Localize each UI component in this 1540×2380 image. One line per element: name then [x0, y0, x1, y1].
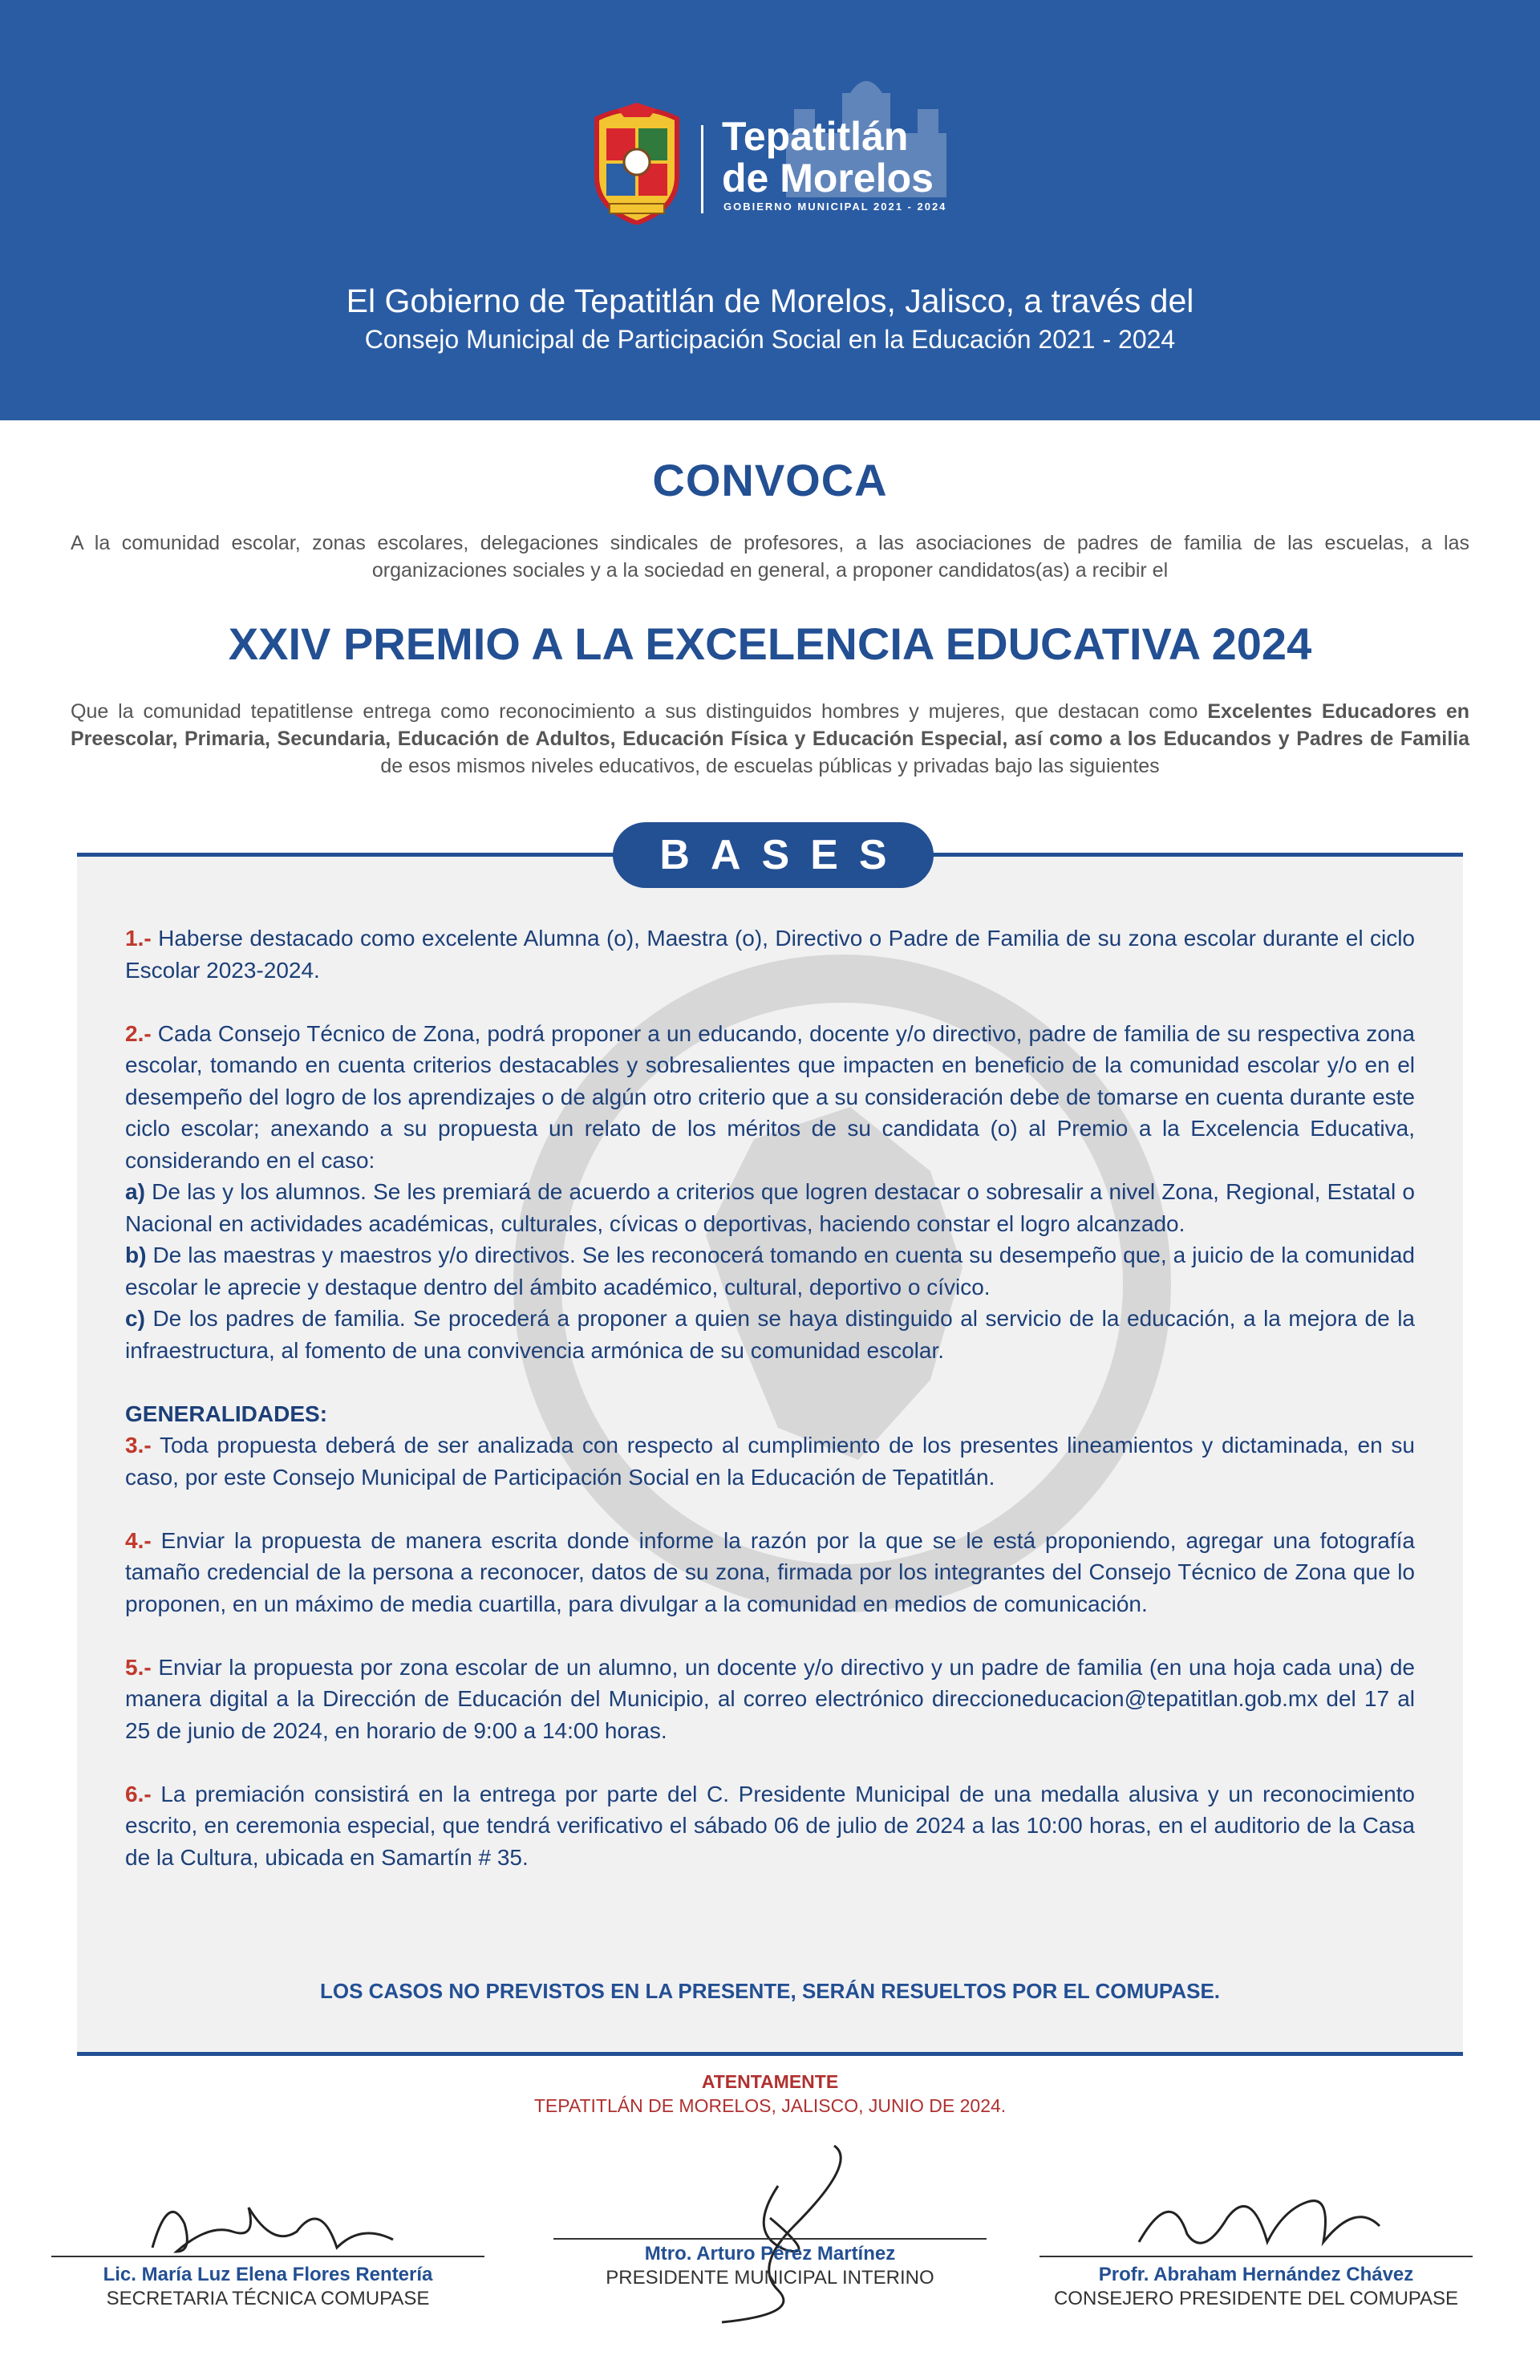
signatory-2-role: PRESIDENTE MUNICIPAL INTERINO	[606, 2267, 934, 2289]
base-item-3: 3.- Toda propuesta deberá de ser analizada con respecto al cumplimiento de los presentes lineamientos y dictaminada, en su caso, por este Consejo Municipal de Participación Social en la Educación de Tepatitlán.	[125, 1433, 1415, 1490]
header-line-2: Consejo Municipal de Participación Social en la Educación 2021 - 2024	[364, 325, 1176, 354]
signatory-3	[1031, 2264, 1481, 2310]
header-banner	[0, 0, 1540, 420]
base-item-2a: a) De las y los alumnos. Se les premiará de acuerdo a criterios que logren destacar o sobresalir a nivel Zona, Regional, Estatal o Nacional en actividades académicas, culturales, cívicas o deportivas, haciendo constar el logro alcanzado.	[125, 1179, 1415, 1236]
signature-line-2	[553, 2238, 987, 2240]
header-line-1: El Gobierno de Tepatitlán de Morelos, Jalisco, a través del	[346, 282, 1194, 319]
date-place: TEPATITLÁN DE MORELOS, JALISCO, JUNIO DE 2024.	[533, 2095, 1007, 2116]
base-item-2b: b) De las maestras y maestros y/o directivos. Se les reconocerá tomando en cuenta su desempeño que, a juicio de la comunidad escolar le aprecie y destaque dentro del ámbito académico, cultural, deportivo o cívico.	[125, 1243, 1415, 1299]
signature-1-icon	[136, 2175, 409, 2264]
signature-3-icon	[1123, 2178, 1388, 2266]
description-paragraph: Que la comunidad tepatitlense entrega como reconocimiento a sus distinguidos hombres y mujeres, que destacan como Excelentes Educadores en Preescolar, Primaria, Secundaria, Educación de Adultos, Educación Física y Educación Especial, así como a los Educandos y Padres de Familia de esos mismos niveles educativos, de escuelas públicas y privadas bajo las siguientes	[71, 700, 1470, 777]
signatory-1	[43, 2264, 492, 2310]
signature-line-3	[1040, 2256, 1473, 2257]
signature-line-1	[51, 2256, 484, 2257]
signatory-1-name: Lic. María Luz Elena Flores Rentería	[103, 2264, 433, 2285]
base-item-5: 5.- Enviar la propuesta por zona escolar de un alumno, un docente y/o directivo y un padre de familia (en una hoja cada una) de manera digital a la Dirección de Educación del Municipio, al correo electrónico direccioneducacion@tepatitlan.gob.mx del 17 al 25 de junio de 2024, en horario de 9:00 a 14:00 horas.	[125, 1654, 1415, 1743]
base-item-6: 6.- La premiación consistirá en la entrega por parte del C. Presidente Municipal de una medalla alusiva y un reconocimiento escrito, en ceremonia especial, que tendrá verificativo el sábado 06 de julio de 2024 a las 10:00 horas, en el auditorio de la Casa de la Cultura, ubicada en Samartín # 35.	[125, 1781, 1415, 1870]
logo-name: Tepatitlán de Morelos	[722, 114, 934, 201]
signature-2-icon	[674, 2130, 882, 2330]
municipal-logo	[586, 101, 962, 229]
base-item-4: 4.- Enviar la propuesta de manera escrita donde informe la razón por la que se le está proponiendo, agregar una fotografía tamaño credencial de la persona a reconocer, datos de su zona, firmada por los integrantes del Consejo Técnico de Zona que lo proponen, en un máximo de media cuartilla, para divulgar a la comunidad en medios de comunicación.	[125, 1527, 1415, 1616]
base-item-1: 1.- Haberse destacado como excelente Alumna (o), Maestra (o), Directivo o Padre de Familia de su zona escolar durante el ciclo Escolar 2023-2024.	[125, 926, 1415, 983]
convoca-heading: CONVOCA	[652, 455, 888, 505]
award-title: XXIV PREMIO A LA EXCELENCIA EDUCATIVA 2024	[228, 618, 1312, 669]
generalidades-heading: GENERALIDADES:	[125, 1401, 328, 1426]
signatory-2-name: Mtro. Arturo Pérez Martínez	[644, 2243, 896, 2264]
casos-note: LOS CASOS NO PREVISTOS EN LA PRESENTE, SERÁN RESUELTOS POR EL COMUPASE.	[319, 1979, 1221, 2003]
base-item-2: 2.- Cada Consejo Técnico de Zona, podrá proponer a un educando, docente y/o directivo, padre de familia de su respectiva zona escolar, tomando en cuenta criterios destacables y sobresalientes que impacten en beneficio de la comunidad escolar y/o en el desempeño del logro de los aprendizajes o de algún otro criterio que a su consideración debe de tomarse en cuenta durante este ciclo escolar; anexando a su propuesta un relato de los méritos de su candidata (o) al Premio a la Excelencia Educativa, considerando en el caso:	[125, 1020, 1415, 1173]
atentamente-label: ATENTAMENTE	[701, 2071, 839, 2092]
logo-subtitle: GOBIERNO MUNICIPAL 2021 - 2024	[723, 201, 947, 213]
intro-paragraph: A la comunidad escolar, zonas escolares, delegaciones sindicales de profesores, a las asociaciones de padres de familia de las escuelas, a las organizaciones sociales y a la sociedad en general, a proponer candidatos(as) a recibir el	[71, 532, 1469, 582]
logo-divider	[701, 125, 703, 213]
bases-heading: BASES	[613, 822, 934, 888]
signatory-3-name: Profr. Abraham Hernández Chávez	[1098, 2264, 1414, 2285]
base-item-2c: c) De los padres de familia. Se procederá a proponer a quien se haya distinguido al servicio de la educación, a la mejora de la infraestructura, al fomento de una convivencia armónica de su comunidad escolar.	[125, 1306, 1415, 1363]
coat-of-arms-icon	[586, 103, 688, 225]
bases-list	[125, 922, 1415, 1905]
signatory-2	[545, 2243, 995, 2289]
signatory-1-role: SECRETARIA TÉCNICA COMUPASE	[106, 2288, 430, 2309]
signatory-3-role: CONSEJERO PRESIDENTE DEL COMUPASE	[1053, 2288, 1459, 2309]
